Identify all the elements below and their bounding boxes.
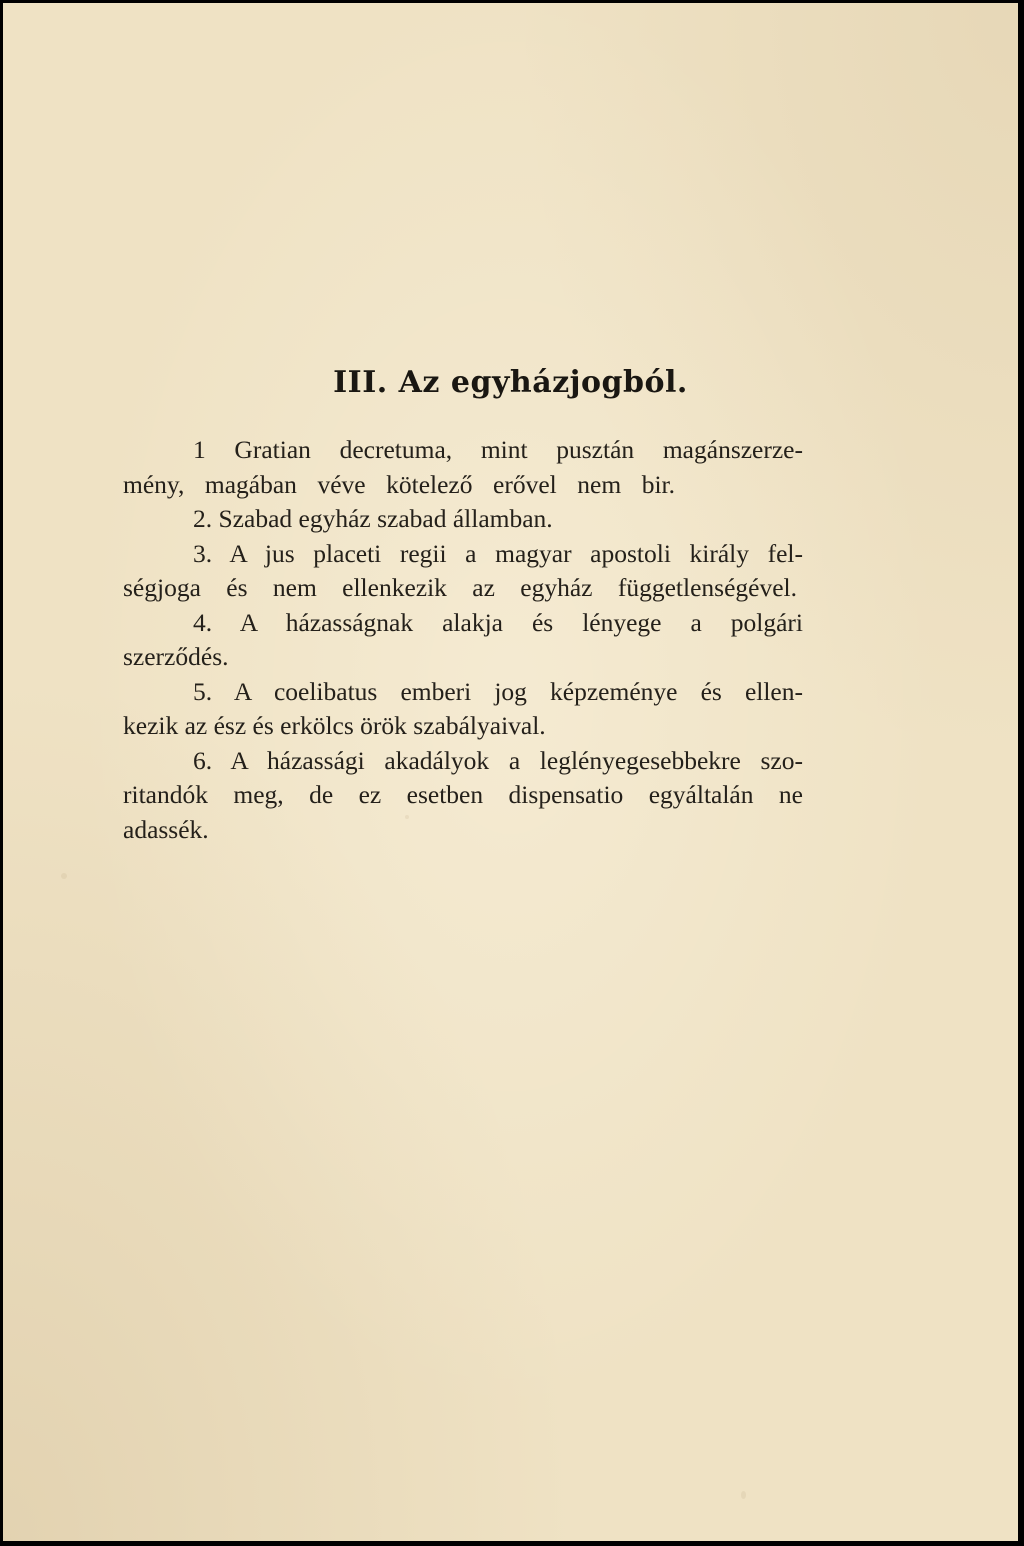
paper-stain bbox=[61, 873, 67, 879]
text-line: 5. A coelibatus emberi jog képzeménye és ellen- bbox=[193, 676, 803, 706]
text-line: 3. A jus placeti regii a magyar apostoli király fel- bbox=[193, 538, 803, 568]
text-line: 6. A házassági akadályok a leglényegesebbekre szo- bbox=[193, 745, 803, 775]
text-line: 2. Szabad egyház szabad államban. bbox=[193, 504, 553, 533]
text-line: 1 Gratian decretuma, mint pusztán magánszerze- bbox=[193, 435, 803, 464]
paper-stain bbox=[741, 1491, 746, 1499]
text-line: mény, magában véve kötelező erővel nem bir. bbox=[123, 469, 675, 499]
text-line: ségjoga és nem ellenkezik az egyház függetlenségével. bbox=[123, 573, 797, 602]
text-line: 4. A házasságnak alakja és lényege a polgári bbox=[193, 607, 803, 637]
text-line: adassék. bbox=[123, 814, 209, 844]
section-heading: III. Az egyházjogból. bbox=[333, 365, 688, 400]
scanned-page bbox=[3, 3, 1018, 1541]
text-line: ritandók meg, de ez esetben dispensatio egyáltalán ne bbox=[123, 780, 803, 809]
thesis-list bbox=[123, 433, 803, 847]
text-line: szerződés. bbox=[123, 642, 229, 671]
text-line: kezik az ész és erkölcs örök szabályaival. bbox=[123, 711, 546, 740]
